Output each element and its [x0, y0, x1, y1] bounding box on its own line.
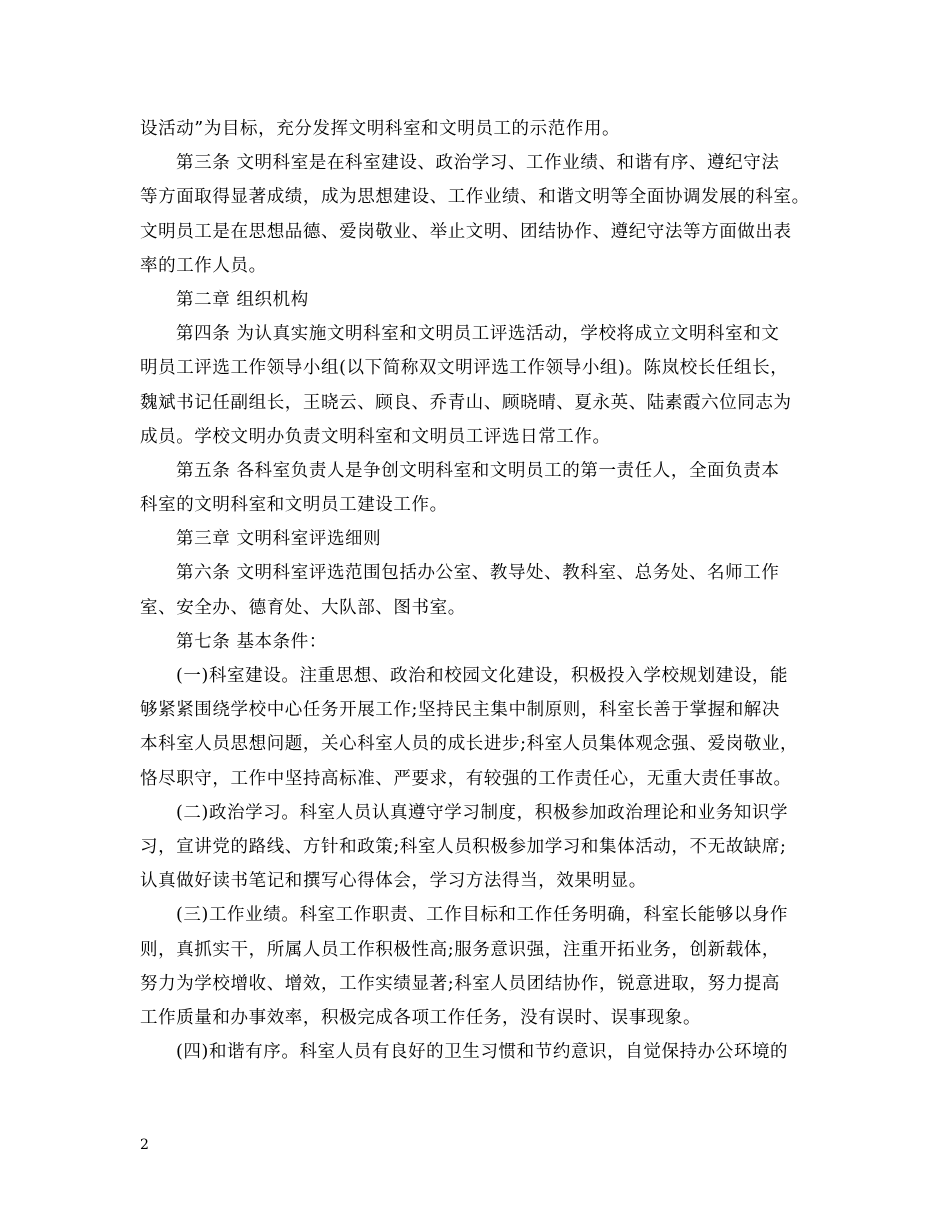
text-line: 第三条 文明科室是在科室建设、政治学习、工作业绩、和谐有序、遵纪守法	[176, 153, 780, 174]
text-line: 认真做好读书笔记和撰写心得体会，学习方法得当，效果明显。	[140, 871, 647, 892]
page-number: 2	[140, 1137, 149, 1153]
text-line: 等方面取得显著成绩，成为思想建设、工作业绩、和谐文明等全面协调发展的科室。	[140, 187, 810, 208]
text-line: (二)政治学习。科室人员认真遵守学习制度，积极参加政治理论和业务知识学	[176, 802, 789, 823]
text-line: 第五条 各科室负责人是争创文明科室和文明员工的第一责任人，全面负责本	[176, 460, 780, 481]
text-line: 努力为学校增收、增效，工作实绩显著;科室人员团结协作，锐意进取，努力提高	[140, 973, 780, 994]
text-line: 第四条 为认真实施文明科室和文明员工评选活动，学校将成立文明科室和文	[176, 324, 780, 345]
text-line: 第三章 文明科室评选细则	[176, 529, 382, 550]
text-line: 第七条 基本条件：	[176, 631, 327, 652]
text-line: 成员。学校文明办负责文明科室和文明员工评选日常工作。	[140, 426, 611, 447]
text-line: 够紧紧围绕学校中心任务开展工作;坚持民主集中制原则，科室长善于掌握和解决	[140, 700, 780, 721]
text-line: 明员工评选工作领导小组(以下简称双文明评选工作领导小组)。陈岚校长任组长，	[140, 358, 789, 379]
document-body	[140, 112, 816, 1069]
text-line: 室、安全办、德育处、大队部、图书室。	[140, 597, 466, 618]
text-line: 第二章 组织机构	[176, 289, 309, 310]
text-line: 工作质量和办事效率，积极完成各项工作任务，没有误时、误事现象。	[140, 1007, 702, 1028]
text-line: (一)科室建设。注重思想、政治和校园文化建设，积极投入学校规划建设，能	[176, 666, 789, 686]
text-line: 恪尽职守，工作中坚持高标准、严要求，有较强的工作责任心，无重大责任事故。	[140, 768, 792, 789]
text-line: 第六条 文明科室评选范围包括办公室、教导处、教科室、总务处、名师工作	[176, 563, 780, 584]
text-line: 设活动”为目标，充分发挥文明科室和文明员工的示范作用。	[140, 119, 621, 139]
text-line: 习，宣讲党的路线、方针和政策;科室人员积极参加学习和集体活动，不无故缺席;	[140, 836, 787, 857]
text-line: (三)工作业绩。科室工作职责、工作目标和工作任务明确，科室长能够以身作	[176, 905, 789, 926]
text-line: (四)和谐有序。科室人员有良好的卫生习惯和节约意识，自觉保持办公环境的	[176, 1042, 789, 1063]
text-line: 科室的文明科室和文明员工建设工作。	[140, 495, 448, 516]
text-line: 本科室人员思想问题，关心科室人员的成长进步;科室人员集体观念强、爱岗敬业，	[140, 734, 799, 755]
text-line: 率的工作人员。	[140, 255, 267, 276]
text-line: 则，真抓实干，所属人员工作积极性高;服务意识强，注重开拓业务，创新载体，	[140, 939, 780, 960]
text-line: 魏斌书记任副组长，王晓云、顾良、乔青山、顾晓晴、夏永英、陆素霞六位同志为	[140, 392, 792, 413]
text-line: 文明员工是在思想品德、爱岗敬业、举止文明、团结协作、遵纪守法等方面做出表	[140, 221, 792, 242]
